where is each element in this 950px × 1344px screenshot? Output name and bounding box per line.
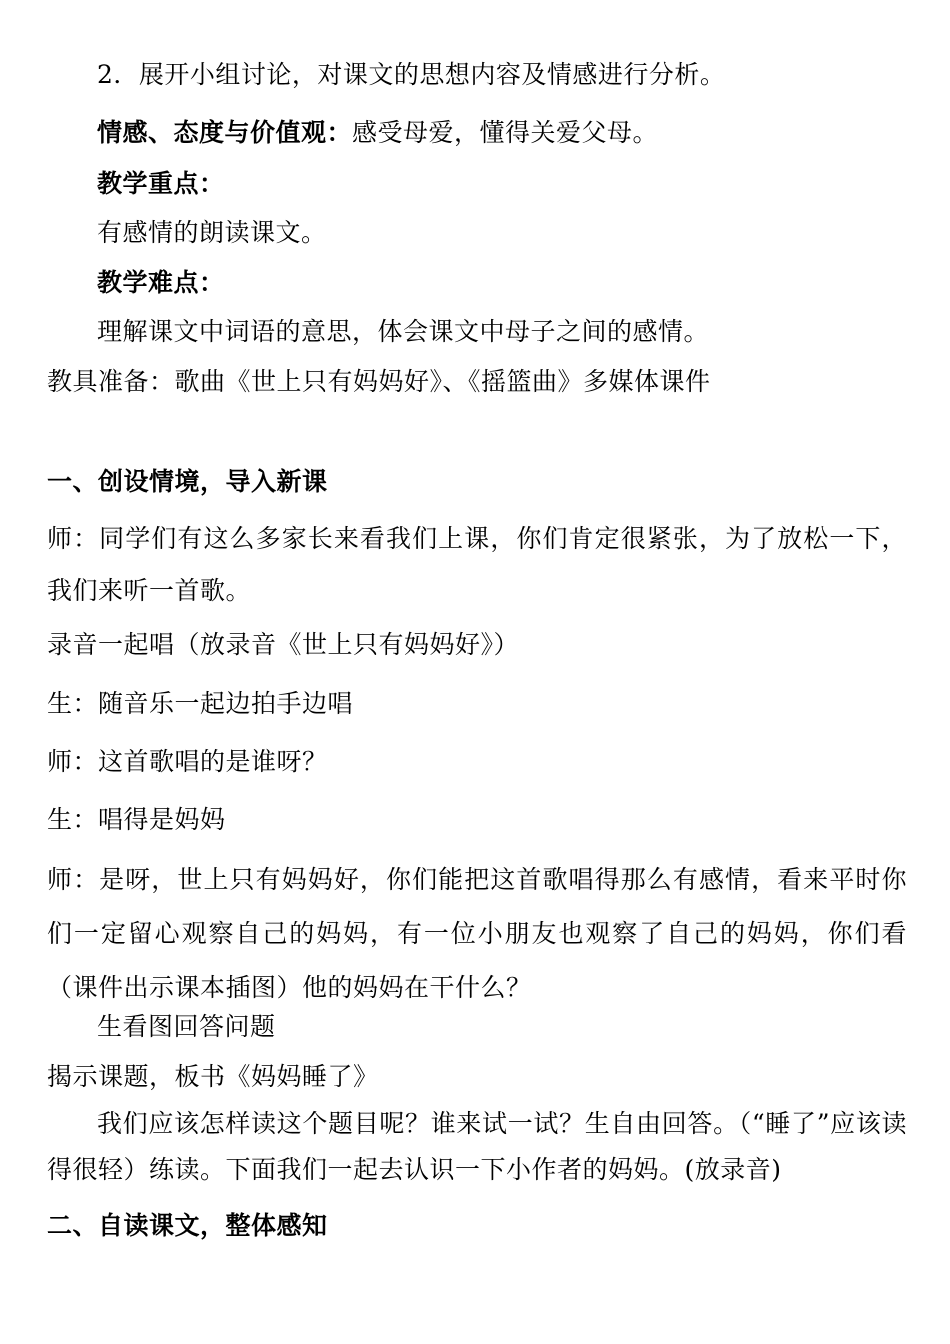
emotion-goal-label: 情感、态度与价值观： bbox=[97, 118, 353, 147]
paragraph-teacher-question: 师：这首歌唱的是谁呀？ bbox=[47, 747, 328, 776]
key-point-label: 教学重点： bbox=[97, 169, 225, 198]
emotion-goal bbox=[97, 118, 907, 148]
section-2-heading: 二、自读课文，整体感知 bbox=[47, 1211, 328, 1240]
paragraph-reveal-title: 揭示课题，板书《妈妈睡了》 bbox=[47, 1062, 379, 1091]
difficulty-label: 教学难点： bbox=[97, 268, 225, 297]
paragraph-teacher-picture: 师：是呀，世上只有妈妈好，你们能把这首歌唱得那么有感情，看来平时你们一定留心观察自己的妈妈，有一位小朋友也观察了自己的妈妈，你们看（课件出示课本插图）他的妈妈在干什么？ bbox=[47, 865, 907, 1002]
paragraph-teacher-intro: 师：同学们有这么多家长来看我们上课，你们肯定很紧张，为了放松一下，我们来听一首歌。 bbox=[47, 524, 907, 605]
paragraph-student-answer: 生：唱得是妈妈 bbox=[47, 805, 226, 834]
paragraph-look-picture: 生看图回答问题 bbox=[97, 1012, 276, 1041]
paragraph-students-sing: 生：随音乐一起边拍手边唱 bbox=[47, 689, 354, 718]
key-point-text: 有感情的朗读课文。 bbox=[97, 218, 327, 247]
paragraph-read-title: 我们应该怎样读这个题目呢？谁来试一试？生自由回答。（“睡了”应该读得很轻）练读。下面我们一起去认识一下小作者的妈妈。(放录音) bbox=[47, 1109, 907, 1184]
difficulty-text: 理解课文中词语的意思，体会课文中母子之间的感情。 bbox=[97, 317, 710, 346]
teaching-tools: 教具准备：歌曲《世上只有妈妈好》、《摇篮曲》多媒体课件 bbox=[47, 367, 711, 396]
goal-item-2: 2．展开小组讨论，对课文的思想内容及情感进行分析。 bbox=[97, 60, 726, 89]
emotion-goal-text: 感受母爱，懂得关爱父母。 bbox=[352, 118, 659, 147]
section-1-heading: 一、创设情境，导入新课 bbox=[47, 467, 328, 496]
paragraph-recording: 录音一起唱（放录音《世上只有妈妈好》） bbox=[47, 630, 520, 659]
